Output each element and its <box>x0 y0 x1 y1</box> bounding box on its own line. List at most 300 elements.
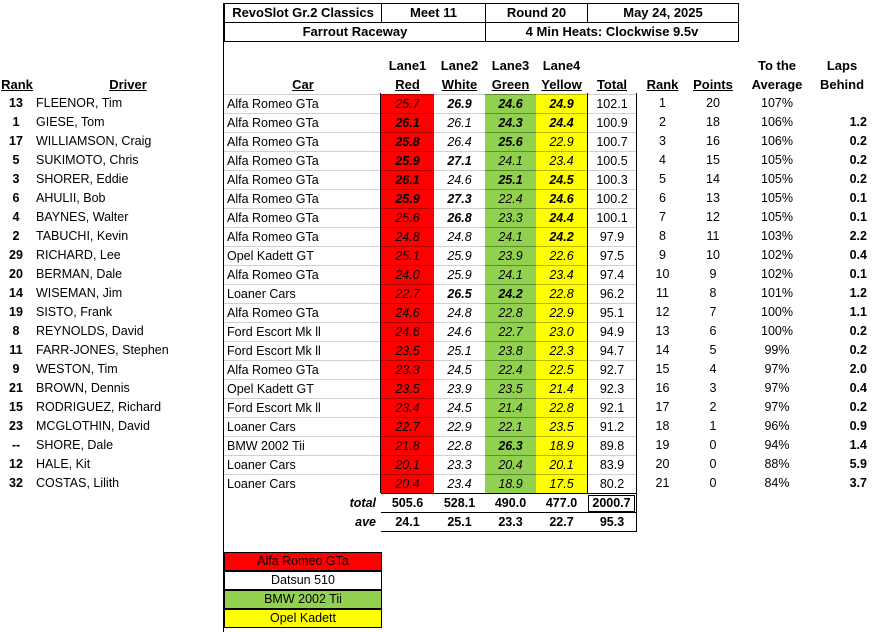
table-row <box>0 208 875 227</box>
lane1-cell: 22.7 <box>381 284 434 303</box>
lane3-cell: 23.8 <box>485 341 536 360</box>
table-row <box>0 151 875 170</box>
col-lane3-bottom: Green <box>491 77 530 92</box>
average-cell: 84% <box>764 476 790 490</box>
driver-cell: BROWN, Dennis <box>36 381 130 395</box>
lane4-cell: 24.4 <box>536 113 587 132</box>
lane4-cell: 22.9 <box>536 132 587 151</box>
position-cell: 8 <box>659 229 666 243</box>
lane2-cell: 27.1 <box>434 151 485 170</box>
driver-cell: FARR-JONES, Stephen <box>36 343 169 357</box>
total-cell: 100.7 <box>588 132 636 151</box>
lane2-cell: 24.5 <box>434 398 485 417</box>
total-lane2: 528.1 <box>443 496 476 510</box>
average-cell: 103% <box>761 229 793 243</box>
car-cell: Alfa Romeo GTa <box>224 227 380 246</box>
legend-bmw: BMW 2002 Tii <box>224 590 382 609</box>
legend-datsun: Datsun 510 <box>224 571 382 590</box>
lane4-cell: 23.4 <box>536 265 587 284</box>
lane1-cell: 25.8 <box>381 132 434 151</box>
points-cell: 16 <box>706 134 720 148</box>
lane1-cell: 23.3 <box>381 360 434 379</box>
rank-cell: 19 <box>9 305 23 319</box>
col-laps-bottom: Behind <box>819 77 865 92</box>
average-cell: 101% <box>761 286 793 300</box>
lane2-cell: 26.1 <box>434 113 485 132</box>
position-cell: 6 <box>659 191 666 205</box>
table-row <box>0 265 875 284</box>
col-total: Total <box>596 77 628 92</box>
rank-cell: 20 <box>9 267 23 281</box>
rank-cell: -- <box>11 438 21 452</box>
table-row <box>0 379 875 398</box>
lane1-cell: 25.1 <box>381 246 434 265</box>
lane2-cell: 22.9 <box>434 417 485 436</box>
table-row <box>0 322 875 341</box>
col-lane3-top: Lane3 <box>491 58 530 73</box>
points-cell: 14 <box>706 172 720 186</box>
lane3-cell: 24.1 <box>485 227 536 246</box>
lane4-cell: 22.3 <box>536 341 587 360</box>
driver-cell: HALE, Kit <box>36 457 91 471</box>
col-laps-top: Laps <box>826 58 858 73</box>
laps-behind-cell: 1.2 <box>849 115 867 129</box>
position-cell: 21 <box>655 476 670 490</box>
driver-cell: SHORE, Dale <box>36 438 114 452</box>
position-cell: 1 <box>659 96 666 110</box>
total-cell: 100.3 <box>588 170 636 189</box>
heats-label: 4 Min Heats: Clockwise 9.5v <box>485 22 739 42</box>
ave-lane1: 24.1 <box>395 515 420 529</box>
rank-cell: 17 <box>9 134 23 148</box>
lane1-cell: 20.1 <box>381 455 434 474</box>
car-cell: Alfa Romeo GTa <box>224 208 380 227</box>
rank-cell: 14 <box>9 286 23 300</box>
ave-lane4: 22.7 <box>549 515 574 529</box>
average-cell: 106% <box>761 115 793 129</box>
lane4-cell: 22.6 <box>536 246 587 265</box>
lane3-cell: 22.7 <box>485 322 536 341</box>
col-avg-bottom: Average <box>751 77 803 92</box>
driver-cell: WESTON, Tim <box>36 362 118 376</box>
total-lane4: 477.0 <box>545 496 578 510</box>
points-cell: 7 <box>709 305 717 319</box>
position-cell: 4 <box>659 153 666 167</box>
lane3-cell: 25.1 <box>485 170 536 189</box>
table-row <box>0 398 875 417</box>
lane2-cell: 22.8 <box>434 436 485 455</box>
rank-cell: 13 <box>9 96 23 110</box>
total-cell: 92.3 <box>588 379 636 398</box>
lane2-cell: 23.9 <box>434 379 485 398</box>
lane4-cell: 17.5 <box>536 474 587 493</box>
position-cell: 2 <box>659 115 666 129</box>
lane4-cell: 22.8 <box>536 284 587 303</box>
total-sum: 2000.7 <box>588 495 635 512</box>
driver-cell: RICHARD, Lee <box>36 248 121 262</box>
points-cell: 10 <box>706 248 720 262</box>
total-cell: 83.9 <box>588 455 636 474</box>
col-lane2-bottom: White <box>441 77 478 92</box>
car-cell: Alfa Romeo GTa <box>224 360 380 379</box>
laps-behind-cell: 0.2 <box>849 153 867 167</box>
driver-cell: MCGLOTHIN, David <box>36 419 150 433</box>
laps-behind-cell: 0.1 <box>849 267 867 281</box>
average-cell: 99% <box>764 343 790 357</box>
driver-cell: GIESE, Tom <box>36 115 105 129</box>
track-label: Farrout Raceway <box>224 22 486 42</box>
lane4-cell: 21.4 <box>536 379 587 398</box>
summary-mid-line <box>381 512 637 513</box>
rank-cell: 8 <box>12 324 20 338</box>
total-cell: 91.2 <box>588 417 636 436</box>
points-cell: 11 <box>706 229 720 243</box>
laps-behind-cell: 0.9 <box>849 419 867 433</box>
position-cell: 5 <box>659 172 666 186</box>
legend-opel: Opel Kadett <box>224 609 382 628</box>
col-driver: Driver <box>109 77 147 92</box>
total-cell: 94.7 <box>588 341 636 360</box>
car-cell: Alfa Romeo GTa <box>224 113 380 132</box>
driver-cell: RODRIGUEZ, Richard <box>36 400 162 414</box>
lane2-cell: 24.6 <box>434 322 485 341</box>
total-lane1: 505.6 <box>391 496 424 510</box>
table-row <box>0 360 875 379</box>
total-cell: 97.9 <box>588 227 636 246</box>
points-cell: 15 <box>706 153 720 167</box>
summary-top-line <box>381 493 637 494</box>
table-row <box>0 284 875 303</box>
car-cell: Loaner Cars <box>224 474 380 493</box>
rank-cell: 6 <box>12 191 20 205</box>
col-rank2: Rank <box>646 77 679 92</box>
laps-behind-cell: 3.7 <box>849 476 867 490</box>
lane3-cell: 24.1 <box>485 151 536 170</box>
col-lane1-top: Lane1 <box>388 58 427 73</box>
table-row <box>0 113 875 132</box>
driver-cell: TABUCHI, Kevin <box>36 229 129 243</box>
lane3-cell: 26.3 <box>485 436 536 455</box>
average-cell: 105% <box>761 210 793 224</box>
col-points: Points <box>693 77 733 92</box>
average-cell: 97% <box>764 400 790 414</box>
date-label: May 24, 2025 <box>587 3 739 23</box>
lane4-cell: 24.2 <box>536 227 587 246</box>
table-row <box>0 246 875 265</box>
average-cell: 105% <box>761 153 793 167</box>
laps-behind-cell: 0.2 <box>849 172 867 186</box>
laps-behind-cell: 0.2 <box>849 324 867 338</box>
car-cell: Alfa Romeo GTa <box>224 265 380 284</box>
total-cell: 92.1 <box>588 398 636 417</box>
lane3-cell: 22.4 <box>485 189 536 208</box>
col-lane2-top: Lane2 <box>440 58 479 73</box>
lane3-cell: 22.8 <box>485 303 536 322</box>
points-cell: 4 <box>709 362 717 376</box>
col-lane1-bottom: Red <box>395 77 420 92</box>
average-cell: 105% <box>761 172 793 186</box>
lane1-cell: 23.5 <box>381 341 434 360</box>
total-cell: 94.9 <box>588 322 636 341</box>
rank-cell: 5 <box>12 153 20 167</box>
rank-cell: 4 <box>12 210 20 224</box>
table-row <box>0 94 875 113</box>
rank-cell: 3 <box>12 172 20 186</box>
rank-cell: 23 <box>9 419 23 433</box>
lane4-cell: 24.9 <box>536 94 587 113</box>
lane3-cell: 22.1 <box>485 417 536 436</box>
total-cell: 100.1 <box>588 208 636 227</box>
position-cell: 14 <box>655 343 670 357</box>
lane3-cell: 22.4 <box>485 360 536 379</box>
driver-cell: BAYNES, Walter <box>36 210 129 224</box>
lane3-cell: 24.1 <box>485 265 536 284</box>
driver-cell: WILLIAMSON, Craig <box>36 134 152 148</box>
lane2-cell: 25.9 <box>434 265 485 284</box>
driver-cell: COSTAS, Lilith <box>36 476 120 490</box>
driver-cell: AHULII, Bob <box>36 191 106 205</box>
average-cell: 97% <box>764 362 790 376</box>
table-row <box>0 474 875 493</box>
lane1-cell: 24.0 <box>381 265 434 284</box>
laps-behind-cell: 2.2 <box>849 229 867 243</box>
average-cell: 88% <box>764 457 790 471</box>
average-cell: 96% <box>764 419 790 433</box>
car-cell: Ford Escort Mk ll <box>224 398 380 417</box>
driver-cell: SHORER, Eddie <box>36 172 129 186</box>
driver-cell: REYNOLDS, David <box>36 324 144 338</box>
meet-label: Meet 11 <box>381 3 486 23</box>
rank-cell: 9 <box>12 362 20 376</box>
lane2-cell: 26.4 <box>434 132 485 151</box>
col-lane4-bottom: Yellow <box>541 77 582 92</box>
position-cell: 17 <box>655 400 670 414</box>
position-cell: 20 <box>655 457 670 471</box>
rank-cell: 32 <box>9 476 23 490</box>
points-cell: 12 <box>706 210 720 224</box>
average-cell: 97% <box>764 381 790 395</box>
rank-cell: 1 <box>12 115 20 129</box>
car-cell: BMW 2002 Tii <box>224 436 380 455</box>
col-rank: Rank <box>1 77 33 92</box>
laps-behind-cell <box>812 94 867 113</box>
total-cell: 97.5 <box>588 246 636 265</box>
points-cell: 18 <box>706 115 720 129</box>
points-cell: 13 <box>706 191 720 205</box>
lane2-cell: 26.9 <box>434 94 485 113</box>
lane4-cell: 23.0 <box>536 322 587 341</box>
laps-behind-cell: 5.9 <box>849 457 867 471</box>
lane2-cell: 27.3 <box>434 189 485 208</box>
car-cell: Ford Escort Mk ll <box>224 322 380 341</box>
car-cell: Alfa Romeo GTa <box>224 170 380 189</box>
laps-behind-cell: 0.4 <box>849 381 867 395</box>
points-cell: 8 <box>709 286 717 300</box>
average-cell: 107% <box>761 96 793 110</box>
points-cell: 3 <box>709 381 717 395</box>
col-avg-top: To the <box>757 58 797 73</box>
table-row <box>0 227 875 246</box>
average-cell: 102% <box>761 248 793 262</box>
position-cell: 16 <box>655 381 670 395</box>
position-cell: 3 <box>659 134 666 148</box>
lane1-cell: 26.1 <box>381 113 434 132</box>
lane2-cell: 24.8 <box>434 303 485 322</box>
lane2-cell: 24.6 <box>434 170 485 189</box>
lane2-cell: 26.5 <box>434 284 485 303</box>
average-cell: 102% <box>761 267 793 281</box>
laps-behind-cell: 0.1 <box>849 210 867 224</box>
driver-cell: SISTO, Frank <box>36 305 113 319</box>
table-row <box>0 170 875 189</box>
ave-sum: 95.3 <box>599 515 625 529</box>
lane1-cell: 22.7 <box>381 417 434 436</box>
table-row <box>0 189 875 208</box>
legend-alfa: Alfa Romeo GTa <box>224 552 382 571</box>
lane4-cell: 22.9 <box>536 303 587 322</box>
col-car: Car <box>292 77 314 92</box>
total-cell: 80.2 <box>588 474 636 493</box>
laps-behind-cell: 0.1 <box>849 191 867 205</box>
position-cell: 18 <box>655 419 670 433</box>
laps-behind-cell: 0.2 <box>849 343 867 357</box>
points-cell: 2 <box>709 400 717 414</box>
lane4-cell: 22.8 <box>536 398 587 417</box>
lane2-cell: 25.9 <box>434 246 485 265</box>
car-cell: Alfa Romeo GTa <box>224 151 380 170</box>
car-cell: Alfa Romeo GTa <box>224 94 380 113</box>
lane2-cell: 23.3 <box>434 455 485 474</box>
lane3-cell: 20.4 <box>485 455 536 474</box>
lane4-cell: 20.1 <box>536 455 587 474</box>
lane3-cell: 23.5 <box>485 379 536 398</box>
average-cell: 105% <box>761 191 793 205</box>
car-cell: Loaner Cars <box>224 284 380 303</box>
total-cell: 96.2 <box>588 284 636 303</box>
lane3-cell: 24.6 <box>485 94 536 113</box>
position-cell: 13 <box>655 324 670 338</box>
lane2-cell: 25.1 <box>434 341 485 360</box>
total-cell: 102.1 <box>588 94 636 113</box>
average-cell: 100% <box>761 324 793 338</box>
points-cell: 20 <box>706 96 720 110</box>
total-lane3: 490.0 <box>494 496 527 510</box>
lane2-cell: 24.5 <box>434 360 485 379</box>
driver-cell: BERMAN, Dale <box>36 267 123 281</box>
lane2-cell: 23.4 <box>434 474 485 493</box>
driver-cell: SUKIMOTO, Chris <box>36 153 139 167</box>
ave-lane3: 23.3 <box>498 515 523 529</box>
lane1-cell: 23.5 <box>381 379 434 398</box>
total-cell: 100.5 <box>588 151 636 170</box>
lane1-cell: 26.1 <box>381 170 434 189</box>
table-row <box>0 341 875 360</box>
position-cell: 7 <box>659 210 666 224</box>
car-cell: Loaner Cars <box>224 417 380 436</box>
car-cell: Loaner Cars <box>224 455 380 474</box>
round-label: Round 20 <box>485 3 588 23</box>
lane1-cell: 25.7 <box>381 94 434 113</box>
laps-behind-cell: 0.2 <box>849 134 867 148</box>
series-title: RevoSlot Gr.2 Classics <box>224 3 382 23</box>
rank-cell: 2 <box>12 229 20 243</box>
rank-cell: 11 <box>9 343 23 357</box>
laps-behind-cell: 1.2 <box>849 286 867 300</box>
average-cell: 100% <box>761 305 793 319</box>
points-cell: 0 <box>709 438 717 452</box>
total-cell: 100.9 <box>588 113 636 132</box>
ave-lane2: 25.1 <box>447 515 472 529</box>
lane4-cell: 24.4 <box>536 208 587 227</box>
lane3-cell: 23.9 <box>485 246 536 265</box>
points-cell: 5 <box>709 343 717 357</box>
position-cell: 15 <box>655 362 670 376</box>
position-cell: 11 <box>656 286 669 300</box>
lane4-cell: 24.5 <box>536 170 587 189</box>
table-row <box>0 436 875 455</box>
lane4-cell: 22.5 <box>536 360 587 379</box>
lane3-cell: 25.6 <box>485 132 536 151</box>
table-row <box>0 455 875 474</box>
lane1-cell: 24.8 <box>381 227 434 246</box>
col-lane4-top: Lane4 <box>542 58 581 73</box>
lane2-cell: 24.8 <box>434 227 485 246</box>
lane4-cell: 23.4 <box>536 151 587 170</box>
position-cell: 12 <box>655 305 670 319</box>
summary-bottom-line <box>381 531 637 532</box>
car-cell: Opel Kadett GT <box>224 379 380 398</box>
driver-cell: WISEMAN, Jim <box>36 286 123 300</box>
ave-label: ave <box>355 515 376 529</box>
average-cell: 106% <box>761 134 793 148</box>
points-cell: 9 <box>709 267 717 281</box>
lane1-cell: 24.6 <box>381 303 434 322</box>
total-cell: 89.8 <box>588 436 636 455</box>
rank-cell: 15 <box>9 400 23 414</box>
lane1-cell: 25.6 <box>381 208 434 227</box>
lane3-cell: 18.9 <box>485 474 536 493</box>
rank-cell: 12 <box>9 457 23 471</box>
lane3-cell: 23.3 <box>485 208 536 227</box>
position-cell: 10 <box>655 267 670 281</box>
car-cell: Alfa Romeo GTa <box>224 189 380 208</box>
position-cell: 9 <box>659 248 666 262</box>
laps-behind-cell: 1.4 <box>849 438 867 452</box>
laps-behind-cell: 0.4 <box>849 248 867 262</box>
lane4-cell: 18.9 <box>536 436 587 455</box>
rank-cell: 21 <box>9 381 23 395</box>
position-cell: 19 <box>655 438 670 452</box>
lane3-cell: 24.3 <box>485 113 536 132</box>
lane4-cell: 24.6 <box>536 189 587 208</box>
car-cell: Alfa Romeo GTa <box>224 303 380 322</box>
average-cell: 94% <box>764 438 790 452</box>
lane4-cell: 23.5 <box>536 417 587 436</box>
lane3-cell: 24.2 <box>485 284 536 303</box>
rank-cell: 29 <box>9 248 23 262</box>
car-cell: Ford Escort Mk ll <box>224 341 380 360</box>
table-row <box>0 303 875 322</box>
total-cell: 97.4 <box>588 265 636 284</box>
lane1-cell: 20.4 <box>381 474 434 493</box>
laps-behind-cell: 1.1 <box>849 305 867 319</box>
lane1-cell: 21.8 <box>381 436 434 455</box>
total-cell: 92.7 <box>588 360 636 379</box>
total-label: total <box>349 496 376 510</box>
lane3-cell: 21.4 <box>485 398 536 417</box>
car-cell: Alfa Romeo GTa <box>224 132 380 151</box>
lane1-cell: 25.9 <box>381 151 434 170</box>
